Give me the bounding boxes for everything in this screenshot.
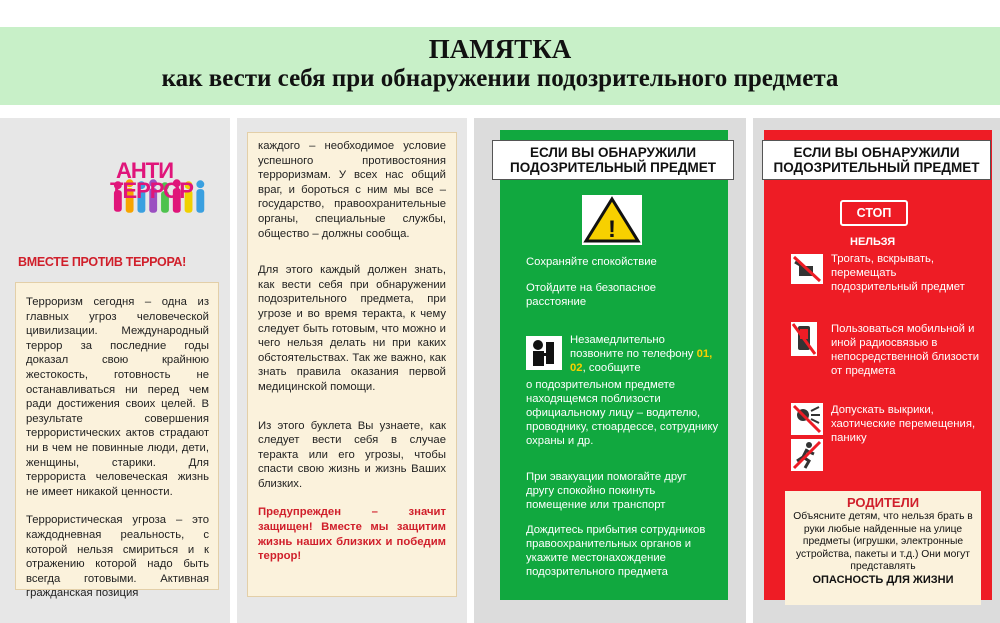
no-touch-icon <box>791 254 823 284</box>
no-phone-icon-box <box>791 322 817 356</box>
parents-text: Объясните детям, что нельзя брать в руки любые найденные на улице предметы (игрушки, электронные устройства, пакеты и т.д.) Они могут представлять <box>793 511 973 573</box>
intro-paragraph: Терроризм сегодня – одна из главных угроз человеческой цивилизации. Международный террор за последние годы доказал свою крайнюю жестокость, готовность не останавливаться ни перед чем ради достижения своих целей. В результате совершения террористических актов страдают ни в чем не повинные люди, дети, женщины, старики. Для террориста человеческая жизнь не имеет никакой ценности. <box>26 296 209 498</box>
info-paragraph: Для этого каждый должен знать, как вести себя при обнаружении подозрительного предмета, при угрозе и во время теракта, к чему следует быть готовым, что можно и чего нельзя делать ни при каких обстоятельствах. Так же важно, как знать правила оказания первой медицинской помощи. <box>258 264 446 393</box>
no-mobile-phone-icon <box>791 322 817 356</box>
sign-line: ПОДОЗРИТЕЛЬНЫЙ ПРЕДМЕТ <box>510 160 716 175</box>
instruction-report: о подозрительном предмете находящемся поблизости официальному лицу – водителю, проводнику, стюардессе, сотруднику охраны и др. <box>526 379 719 447</box>
no-running-icon <box>791 439 823 471</box>
info-textbox <box>247 132 457 597</box>
slogan: ВМЕСТЕ ПРОТИВ ТЕРРОРА! <box>18 255 186 269</box>
no-running-icon-box <box>791 439 823 471</box>
warning-triangle-icon <box>582 195 642 245</box>
page-subtitle: как вести себя при обнаружении подозрительного предмета <box>161 65 839 92</box>
instruction-distance: Отойдите на безопасное расстояние <box>526 282 657 308</box>
info-paragraph: каждого – необходимое условие успешного противостояния терроризмам. У всех нас общий враг, и бороться с ним мы все – государство, правоохранительные органы, специальные службы, общество – должны сообща. <box>258 140 446 240</box>
panel-information <box>237 118 467 623</box>
info-paragraph: Из этого буклета Вы узнаете, как следует вести себя в случае теракта или его угрозы, чтобы спасти свою жизнь и жизнь Ваших близких. <box>258 419 446 490</box>
instruction-evacuate: При эвакуации помогайте друг другу спокойно покинуть помещение или транспорт <box>526 471 687 511</box>
no-shouting-icon <box>791 403 823 435</box>
no-shouting-icon-box <box>791 403 823 435</box>
logo-text-top: АНТИ <box>116 158 174 183</box>
instruction-call-text: Незамедлительно позвоните по телефону <box>570 334 694 360</box>
prohibition-touch: Трогать, вскрывать, перемещать подозрительный предмет <box>831 253 965 293</box>
stop-sign: СТОП <box>840 200 908 226</box>
emergency-numbers: 01, 02 <box>570 348 713 374</box>
panel-what-to-do <box>474 118 746 623</box>
instruction-call-tail: , сообщите <box>582 362 641 374</box>
sign-line: ЕСЛИ ВЫ ОБНАРУЖИЛИ <box>529 145 697 160</box>
motto-text: Предупрежден – значит защищен! Вместе мы защитим жизнь наших близких и победим террор! <box>258 506 446 563</box>
sign-line: ПОДОЗРИТЕЛЬНЫЙ ПРЕДМЕТ <box>773 160 980 175</box>
no-touch-icon-box <box>791 254 823 284</box>
instruction-wait-police: Дождитесь прибытия сотрудников правоохранительных органов и укажите местонахождение подозрительного предмета <box>526 524 706 578</box>
warning-icon-box <box>582 195 642 245</box>
warning-exclamation: ! <box>608 216 616 243</box>
header-banner <box>0 27 1000 105</box>
instruction-call <box>570 333 720 375</box>
logo-text-bottom: ТЕРРОР <box>110 178 193 203</box>
phone-icon-box <box>526 336 562 370</box>
intro-textbox <box>15 282 219 600</box>
page-title: ПАМЯТКА <box>428 34 572 64</box>
instruction-calm: Сохраняйте спокойствие <box>526 256 657 268</box>
found-item-sign <box>492 140 734 180</box>
danger-to-life-text: ОПАСНОСТЬ ДЛЯ ЖИЗНИ <box>812 573 954 586</box>
panel-what-not-to-do <box>753 118 1000 623</box>
forbidden-label: НЕЛЬЗЯ <box>850 236 896 248</box>
prohibition-mobile: Пользоваться мобильной и иной радиосвязью в непосредственной близости от предмета <box>831 323 980 377</box>
anti-terror-logo <box>108 158 218 236</box>
sign-line: ЕСЛИ ВЫ ОБНАРУЖИЛИ <box>793 145 960 160</box>
parents-notice <box>785 491 981 605</box>
prohibition-panic: Допускать выкрики, хаотические перемещения, панику <box>831 404 976 444</box>
intro-paragraph: Террористическая угроза – это каждодневная реальность, с которой нельзя смириться и к отражению которой надо быть всегда готовыми. Активная гражданская позиция <box>26 514 209 600</box>
found-item-sign <box>762 140 991 180</box>
panel-anti-terror <box>0 118 230 623</box>
parents-title: РОДИТЕЛИ <box>846 495 920 510</box>
phone-call-icon <box>526 336 562 370</box>
